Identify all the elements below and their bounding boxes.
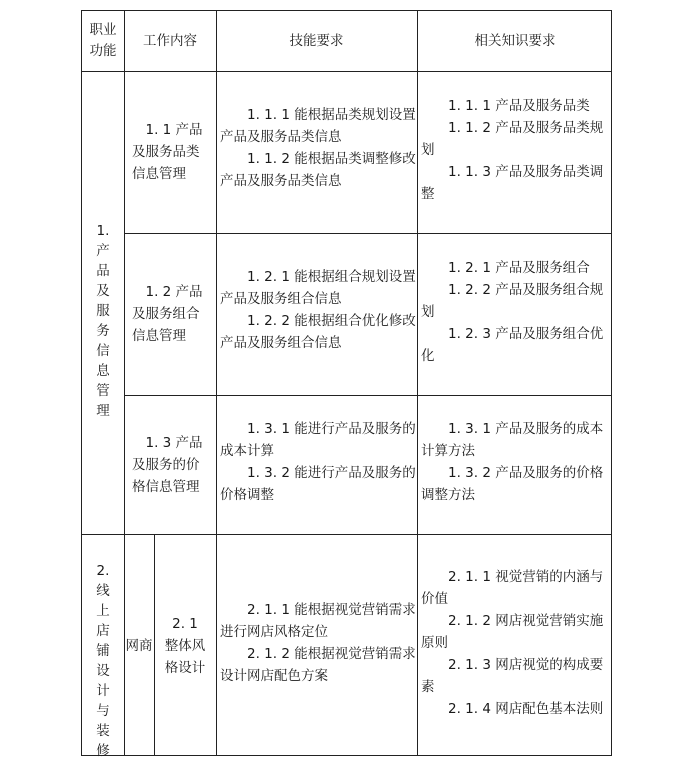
header-knowledge-requirements: 相关知识要求 — [474, 33, 556, 49]
knowledge-item: 1. 3. 2 产品及服务的价格调整方法 — [421, 465, 604, 503]
knowledge-item: 2. 1. 3 网店视觉的构成要素 — [421, 657, 604, 695]
skill-item: 1. 1. 2 能根据品类调整修改产品及服务品类信息 — [220, 151, 416, 189]
skill-requirements-cell — [216, 418, 416, 506]
knowledge-requirements-cell — [417, 257, 613, 367]
knowledge-item: 1. 1. 3 产品及服务品类调整 — [421, 164, 604, 202]
knowledge-item: 1. 2. 1 产品及服务组合 — [448, 260, 590, 276]
work-content-cell: 1. 3 产品 及服务的价 格信息管理 — [132, 434, 203, 495]
skill-item: 1. 3. 2 能进行产品及服务的价格调整 — [220, 465, 416, 503]
work-content-cell: 1. 1 产品 及服务品类 信息管理 — [132, 122, 203, 182]
knowledge-requirements-cell — [417, 95, 613, 205]
knowledge-item: 2. 1. 1 视觉营销的内涵与价值 — [421, 569, 604, 607]
skill-item: 1. 1. 1 能根据品类规划设置产品及服务品类信息 — [220, 107, 416, 145]
skill-item: 1. 2. 2 能根据组合优化修改产品及服务组合信息 — [220, 313, 416, 351]
skill-item: 2. 1. 2 能根据视觉营销需求设计网店配色方案 — [220, 646, 416, 684]
sub-label: 网商 — [125, 637, 153, 654]
knowledge-item: 1. 1. 2 产品及服务品类规划 — [421, 120, 604, 158]
skill-item: 1. 2. 1 能根据组合规划设置产品及服务组合信息 — [220, 269, 416, 307]
header-function: 职业 功能 — [89, 22, 117, 59]
sub-label-cell — [124, 534, 154, 757]
knowledge-item: 1. 2. 2 产品及服务组合规划 — [421, 282, 604, 320]
skill-requirements-cell — [216, 104, 416, 192]
skill-item: 2. 1. 1 能根据视觉营销需求进行网店风格定位 — [220, 602, 416, 640]
requirements-table — [81, 10, 612, 759]
skill-item: 1. 3. 1 能进行产品及服务的成本计算 — [220, 421, 416, 459]
header-work-content: 工作内容 — [143, 33, 197, 49]
knowledge-item: 2. 1. 2 网店视觉营销实施原则 — [421, 613, 604, 651]
knowledge-requirements-cell — [417, 418, 613, 506]
function-label-2: 2. 线 上 店 铺 设 计 与 装 修 — [96, 563, 110, 759]
knowledge-requirements-cell — [417, 566, 613, 720]
knowledge-item: 1. 3. 1 产品及服务的成本计算方法 — [421, 421, 604, 459]
knowledge-item: 1. 2. 3 产品及服务组合优化 — [421, 326, 604, 364]
skill-requirements-cell — [216, 599, 416, 687]
header-skill-requirements: 技能要求 — [289, 33, 344, 49]
skill-requirements-cell — [216, 266, 416, 354]
knowledge-item: 1. 1. 1 产品及服务品类 — [448, 98, 590, 114]
function-label-1: 1. 产 品 及 服 务 信 息 管 理 — [96, 223, 110, 419]
knowledge-item: 2. 1. 4 网店配色基本法则 — [448, 701, 604, 717]
work-content-cell: 1. 2 产品 及服务组合 信息管理 — [132, 284, 203, 344]
work-content-cell: 2. 1 整体风 格设计 — [164, 615, 206, 676]
